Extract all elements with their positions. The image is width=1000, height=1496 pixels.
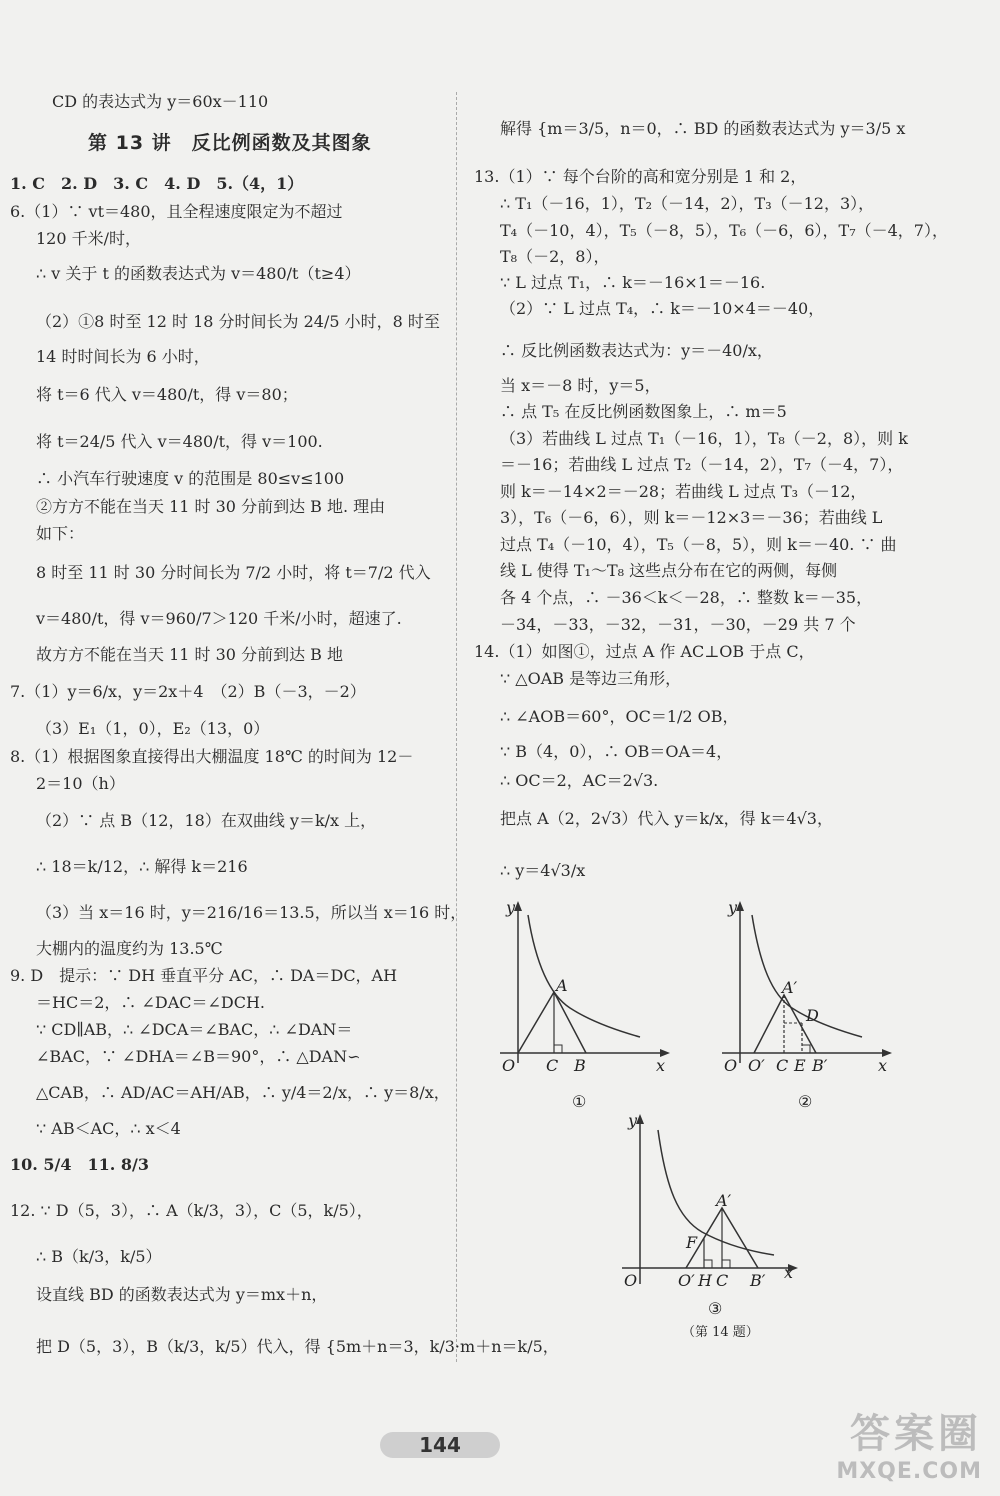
answer-line: ∴ ∠AOB＝60°，OC＝1/2 OB，	[500, 707, 739, 726]
label-b-prime: B′	[812, 1056, 828, 1075]
triangle-oab	[518, 992, 586, 1053]
answer-line: △CAB，∴ AD/AC＝AH/AB，∴ y/4＝2/x，∴ y＝8/x，	[36, 1083, 450, 1102]
answer-line: ②方方不能在当天 11 时 30 分前到达 B 地. 理由	[36, 497, 386, 516]
answer-line: （2）①8 时至 12 时 18 分时间长为 24/5 小时，8 时至	[36, 312, 440, 331]
answer-line: ∴ 点 T₅ 在反比例函数图象上，∴ m＝5	[500, 402, 787, 421]
answer-line: 120 千米/时，	[36, 229, 142, 248]
answer-line: ∴ 小汽车行驶速度 v 的范围是 80≤v≤100	[36, 469, 345, 488]
answer-line: （2）∵ L 过点 T₄，∴ k＝－10×4＝－40，	[500, 299, 825, 318]
answer-line: 9. D 提示：∵ DH 垂直平分 AC，∴ DA＝DC，AH	[10, 966, 398, 985]
answer-line: 大棚内的温度约为 13.5℃	[36, 939, 223, 958]
answer-line: 将 t＝24/5 代入 v＝480/t，得 v＝100.	[36, 432, 323, 451]
answer-line: 过点 T₄（－10，4），T₅（－8，5），则 k＝－40. ∵ 曲	[500, 535, 897, 554]
y-axis-arrow	[514, 901, 522, 911]
right-angle-mark	[802, 1045, 810, 1053]
answer-line: v＝480/t，得 v＝960/7＞120 千米/小时，超速了.	[36, 609, 402, 628]
page-number-badge	[380, 1428, 500, 1462]
answer-line: ∴ 18＝k/12，∴ 解得 k＝216	[36, 857, 248, 876]
answer-line: ∵ AB＜AC，∴ x＜4	[36, 1119, 181, 1138]
column-divider	[456, 92, 457, 1362]
label-o-prime: O′	[748, 1056, 765, 1075]
answer-line: ∵ △OAB 是等边三角形，	[500, 669, 682, 688]
answer-line: ∴ OC＝2，AC＝2√3.	[500, 771, 659, 790]
answer-line: 线 L 使得 T₁～T₈ 这些点分布在它的两侧，每侧	[500, 561, 838, 580]
answer-line: ∵ L 过点 T₁，∴ k＝－16×1＝－16.	[500, 273, 766, 292]
answer-line: 13.（1）∵ 每个台阶的高和宽分别是 1 和 2，	[474, 167, 807, 186]
y-axis-arrow	[736, 901, 744, 911]
label-o: O	[624, 1271, 638, 1290]
label-h: H	[698, 1271, 712, 1290]
answer-line: 7.（1）y＝6/x，y＝2x＋4 （2）B（－3，－2）	[10, 682, 366, 701]
label-b: B	[574, 1056, 586, 1075]
answer-line: 将 t＝6 代入 v＝480/t，得 v＝80；	[36, 385, 298, 404]
answer-line: 故方方不能在当天 11 时 30 分前到达 B 地	[36, 645, 343, 664]
label-o: O	[724, 1056, 738, 1075]
answer-line: 设直线 BD 的函数表达式为 y＝mx＋n，	[36, 1285, 328, 1304]
label-a: A	[556, 976, 568, 995]
watermark-en: MXQE.COM	[836, 1459, 982, 1484]
watermark	[782, 1402, 982, 1482]
answer-line: ＝HC＝2，∴ ∠DAC＝∠DCH.	[36, 993, 266, 1012]
y-axis-arrow	[636, 1114, 644, 1124]
figure-2	[712, 895, 902, 1125]
label-c: C	[776, 1056, 789, 1075]
answer-line: 把 D（5，3），B（k/3，k/5）代入，得 {5m＋n＝3，k/3·m＋n＝k/5，	[36, 1337, 559, 1356]
answer-line: 3），T₆（－6，6），则 k＝－12×3＝－36；若曲线 L	[500, 508, 883, 527]
answer-line: 解得 {m＝3/5，n＝0，∴ BD 的函数表达式为 y＝3/5 x	[500, 119, 906, 138]
label-c: C	[546, 1056, 559, 1075]
answer-line: ∴ B（k/3，k/5）	[36, 1247, 162, 1266]
answer-line: 12. ∵ D（5，3），∴ A（k/3，3），C（5，k/5），	[10, 1201, 373, 1220]
figure-1-caption: ①	[572, 1092, 587, 1111]
answer-line: 8 时至 11 时 30 分时间长为 7/2 小时，将 t＝7/2 代入	[36, 563, 431, 582]
right-angle-mark	[554, 1045, 562, 1053]
answer-line: T₈（－2，8），	[500, 247, 610, 266]
watermark-cn: 答案圈	[850, 1411, 982, 1457]
answer-line: ∴ T₁（－16，1），T₂（－14，2），T₃（－12，3），	[500, 194, 875, 213]
answer-line: 各 4 个点，∴ －36＜k＜－28，∴ 整数 k＝－35，	[500, 588, 873, 607]
answer-line: ∠BAC，∵ ∠DHA＝∠B＝90°，∴ △DAN∽	[36, 1047, 361, 1066]
answer-line: 1. C 2. D 3. C 4. D 5.（4，1）	[10, 174, 304, 193]
right-angle-mark	[704, 1260, 712, 1268]
answer-line: ∴ v 关于 t 的函数表达式为 v＝480/t（t≥4）	[36, 264, 361, 283]
answer-line: （2）∵ 点 B（12，18）在双曲线 y＝k/x 上，	[36, 811, 377, 830]
answer-line: －34，－33，－32，－31，－30，－29 共 7 个	[500, 615, 856, 634]
page-number: 144	[419, 1433, 461, 1457]
answer-line: 如下：	[36, 524, 85, 543]
label-x: x	[878, 1056, 888, 1075]
answer-line: ∴ y＝4√3/x	[500, 861, 586, 880]
right-angle-mark	[722, 1260, 730, 1268]
answer-line: 14 时时间长为 6 小时，	[36, 347, 210, 366]
answer-line: 2＝10（h）	[36, 774, 125, 793]
answer-line: 当 x＝－8 时，y＝5，	[500, 376, 661, 395]
label-o: O	[502, 1056, 516, 1075]
answer-line: 14.（1）如图①，过点 A 作 AC⊥OB 于点 C，	[474, 642, 815, 661]
label-a-prime: A′	[782, 978, 798, 997]
answer-line: 10. 5/4 11. 8/3	[10, 1155, 150, 1174]
answer-line: 8.（1）根据图象直接得出大棚温度 18℃ 的时间为 12－	[10, 747, 414, 766]
answer-line: CD 的表达式为 y＝60x－110	[52, 92, 269, 111]
label-y: y	[506, 898, 516, 917]
hyperbola-curve	[528, 915, 640, 1037]
answer-line: 则 k＝－14×2＝－28；若曲线 L 过点 T₃（－12，	[500, 482, 867, 501]
label-y: y	[628, 1111, 638, 1130]
label-f: F	[686, 1233, 698, 1252]
label-o-prime: O′	[678, 1271, 695, 1290]
figure-1	[490, 895, 680, 1125]
answer-line: T₄（－10，4），T₅（－8，5），T₆（－6，6），T₇（－4，7），	[500, 221, 948, 240]
answer-line: （3）当 x＝16 时，y＝216/16＝13.5，所以当 x＝16 时，	[36, 903, 467, 922]
answer-line: （3）E₁（1，0），E₂（13，0）	[36, 719, 270, 738]
answer-line: 6.（1）∵ vt＝480，且全程速度限定为不超过	[10, 202, 343, 221]
label-y: y	[728, 898, 738, 917]
label-x: x	[784, 1263, 794, 1282]
label-e: E	[794, 1056, 806, 1075]
figure-group-caption: （第 14 题）	[682, 1325, 759, 1340]
answer-line: ＝－16；若曲线 L 过点 T₂（－14，2），T₇（－4，7），	[500, 455, 904, 474]
label-a-prime: A′	[716, 1191, 732, 1210]
label-b-prime: B′	[750, 1271, 766, 1290]
answer-line: ∵ B（4，0），∴ OB＝OA＝4，	[500, 742, 733, 761]
figure-3-caption: ③	[708, 1299, 723, 1318]
figure-2-caption: ②	[798, 1092, 813, 1111]
label-x: x	[656, 1056, 666, 1075]
label-c: C	[716, 1271, 729, 1290]
answer-line: 把点 A（2，2√3）代入 y＝k/x，得 k＝4√3，	[500, 809, 833, 828]
answer-line: ∴ 反比例函数表达式为：y＝－40/x，	[500, 341, 773, 360]
label-d: D	[806, 1006, 819, 1025]
figure-3	[612, 1108, 812, 1348]
section-heading: 第 13 讲 反比例函数及其图象	[88, 132, 372, 154]
answer-line: ∵ CD∥AB，∴ ∠DCA＝∠BAC，∴ ∠DAN＝	[36, 1020, 353, 1039]
answer-line: （3）若曲线 L 过点 T₁（－16，1），T₈（－2，8），则 k	[500, 429, 908, 448]
